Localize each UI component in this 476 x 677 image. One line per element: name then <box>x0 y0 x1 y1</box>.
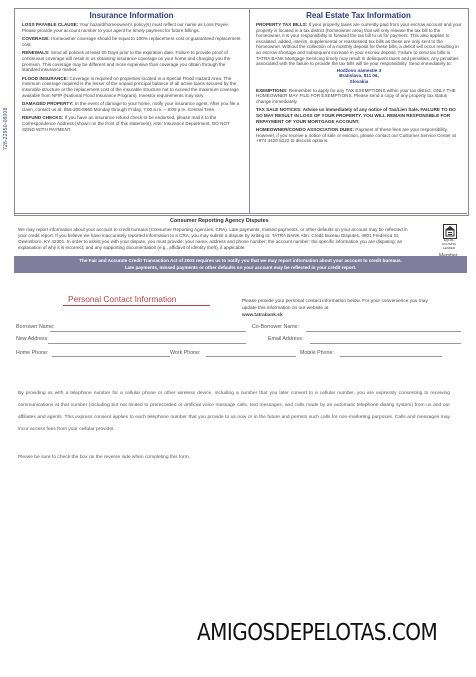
insurance-heading: Insurance Information <box>89 11 174 20</box>
tax-sale-paragraph: TAX SALE NOTICES: Advise us immediately of any notice of Tax/Lien Sale. FAILURE TO DO SO MAY RESULT IN LOSS OF YOUR PROPERTY. YOU WILL REMAIN RESPONSIBLE FOR REPAYMENT OF YOUR MORTGAGE ACCOUNT. <box>256 107 456 124</box>
equal-housing-icon <box>443 224 457 239</box>
renewals-paragraph: RENEWALS: Send all policies at least 30 Days prior to the expiration date. Failure to provide proof of continuous coverage will result in us obtaining insurance coverage on your home and charging you the premium. This coverage may be different and more expensive than coverage you obtain through the standard insurance market. <box>22 50 231 73</box>
tax-bills-paragraph: PROPERTY TAX BILLS: If your property taxes are currently paid from your escrow account and your property is located in a tax district (homeowner area) that will only release the tax bill to the homeowner, it is your responsibility to forward the tax bill to us for payment. This also applies to escalated, added, interim, supplemental or reassessed tax bills as these are only sent to the homeowner. Without the collection of a monthly deposit for these bills, a deficit will occur resulting in an escrow shortage and subsequent increase in your escrow deposit. Failure to send tax bills to TATRA BANK Mortgage Servicing timely may result in delinquent taxes and penalties. Any penalties associated with the failure to provide the tax bills will be your responsibility. Send immediately to: <box>256 22 462 67</box>
watermark: AMIGOSDEPELOTAS.COM <box>197 620 438 646</box>
email-address-field[interactable] <box>310 343 461 344</box>
personal-contact-title: Personal Contact Information <box>68 294 177 304</box>
mobile-phone-label: Mobile Phone: <box>300 350 334 356</box>
personal-contact-note: Please provide your personal contact information below. For your convenience you may update this information on our website at www.tatrabank.sk <box>242 299 428 318</box>
real-estate-heading: Real Estate Tax Information <box>306 11 411 20</box>
borrower-name-field[interactable] <box>50 331 246 332</box>
check-box-note: Please be sure to check the box on the reverse side when completing this form. <box>18 455 191 460</box>
fact-act-text: The Fair and Accurate Credit Transaction Act of 2003 requires us to notify you that we may report information about your account to credit bureaus. Late payments, missed payments or other defaults on your account may be reflected in your credit report. <box>79 258 402 270</box>
website-link[interactable]: www.tatrabank.sk <box>242 313 283 318</box>
home-phone-label: Home Phone: <box>16 350 49 356</box>
new-address-field[interactable] <box>48 343 246 344</box>
coverage-paragraph: COVERAGE: Homeowner coverage should be equal to 100% replacement cost or guaranteed replacement cost. <box>22 36 241 47</box>
loss-payable-paragraph: LOSS PAYABLE CLAUSE: Your hazard/homeowner's policy(s) must reflect our name as Loss Payee. Please provide your account number to your agent for timely payment for future billings. <box>22 22 230 33</box>
cra-disputes-heading: Consumer Reporting Agency Disputes <box>170 218 269 224</box>
form-code: 728-22950-08008 <box>3 107 9 150</box>
tax-bills-address: Hodžovo námestie 3 Bratislava, 811 06, Slovakia <box>336 67 382 84</box>
section-rule <box>14 213 467 214</box>
column-divider <box>249 8 250 214</box>
hoa-dues-paragraph: HOMEOWNER/CONDO ASSOCIATION DUES: Payment of these fees are your responsibility. However, if you receive a notice of sale or eviction, please contact our Customer Service Center at +974 4420 5222 to discuss options. <box>256 127 456 144</box>
new-address-label: New Address: <box>16 336 49 342</box>
email-address-label: Email Address: <box>268 336 304 342</box>
co-borrower-name-label: Co-Borrower Name: <box>252 324 300 330</box>
exemptions-paragraph: EXEMPTIONS: Remember to apply for any TAX EXEMPTIONS within your tax district. ONLY THE HOMEOWNER MAY FILE FOR EXEMPTIONS. Please send a copy of any property tax status change immediately. <box>256 87 456 104</box>
mobile-phone-field[interactable] <box>340 356 442 357</box>
borrower-name-label: Borrower Name: <box>16 324 55 330</box>
home-phone-field[interactable] <box>52 356 170 357</box>
real-estate-column <box>256 22 462 147</box>
cra-disputes-text: We may report information about your account to credit bureaus (Consumer Reporting Agencies, CRA). Late payments, missed payments, or other defaults on your account may be reflected in your credit report. If you believe we have inaccurately reported information to a CRA, you may submit a dispute by writing to: TATRA BANK Attn: Credit Bureau Disputes, 4801 Frederica St, Owensboro, KY 42301. In order to assist you with your dispute, you must provide: your name, address and phone number; the account number; the specific information you are disputing; an explanation of why it is incorrect; and any supporting documentation (e.g., affidavit of identity theft), if applicable. <box>18 227 408 250</box>
equal-housing-caption: EQUAL HOUSING LENDER <box>441 238 456 250</box>
cellular-consent-text: By providing us with a telephone number for a cellular phone or other wireless device, including a number that you later convert to a cellular number, you are expressly consenting to receiving communications at that number (including but not limited to prerecorded or artificial voice message calls, text messages, and calls made by an automatic telephone dialing system) from us and our affiliates and agents. This express consent applies to each telephone number that you provide to us now or in the future and permits such calls for non-marketing purposes. Calls and messages may incur access fees from your cellular provider. <box>18 391 450 432</box>
work-phone-field[interactable] <box>206 356 296 357</box>
damaged-property-paragraph: DAMAGED PROPERTY: In the event of damage to your home, notify your insurance agent. After you file a claim, contact us at: 855-205-8660 Monday through Friday, 7:00 a.m. – 8:00 p.m. Central Time. <box>22 101 240 112</box>
title-underline <box>63 305 210 306</box>
insurance-column <box>22 22 243 135</box>
co-borrower-name-field[interactable] <box>306 331 461 332</box>
refund-checks-paragraph: REFUND CHECKS: If you have an insurance refund check to be endorsed, please mail it to the Correspondence Address (shown on the front of this statement), Attn: Insurance Department. DO NOT SEND WITH PAYMENT. <box>22 115 230 132</box>
flood-insurance-paragraph: FLOOD INSURANCE: Coverage is required on properties located in a Special Flood Hazard Area. The minimum coverage required is the lesser of the unpaid principal balance of all active loans secured by the insurable structure or the replacement cost of the insurable structure not to exceed the maximum coverage available from NFIP (National Flood Insurance Program). Investor requirements may vary. <box>22 75 239 98</box>
work-phone-label: Work Phone: <box>170 350 201 356</box>
